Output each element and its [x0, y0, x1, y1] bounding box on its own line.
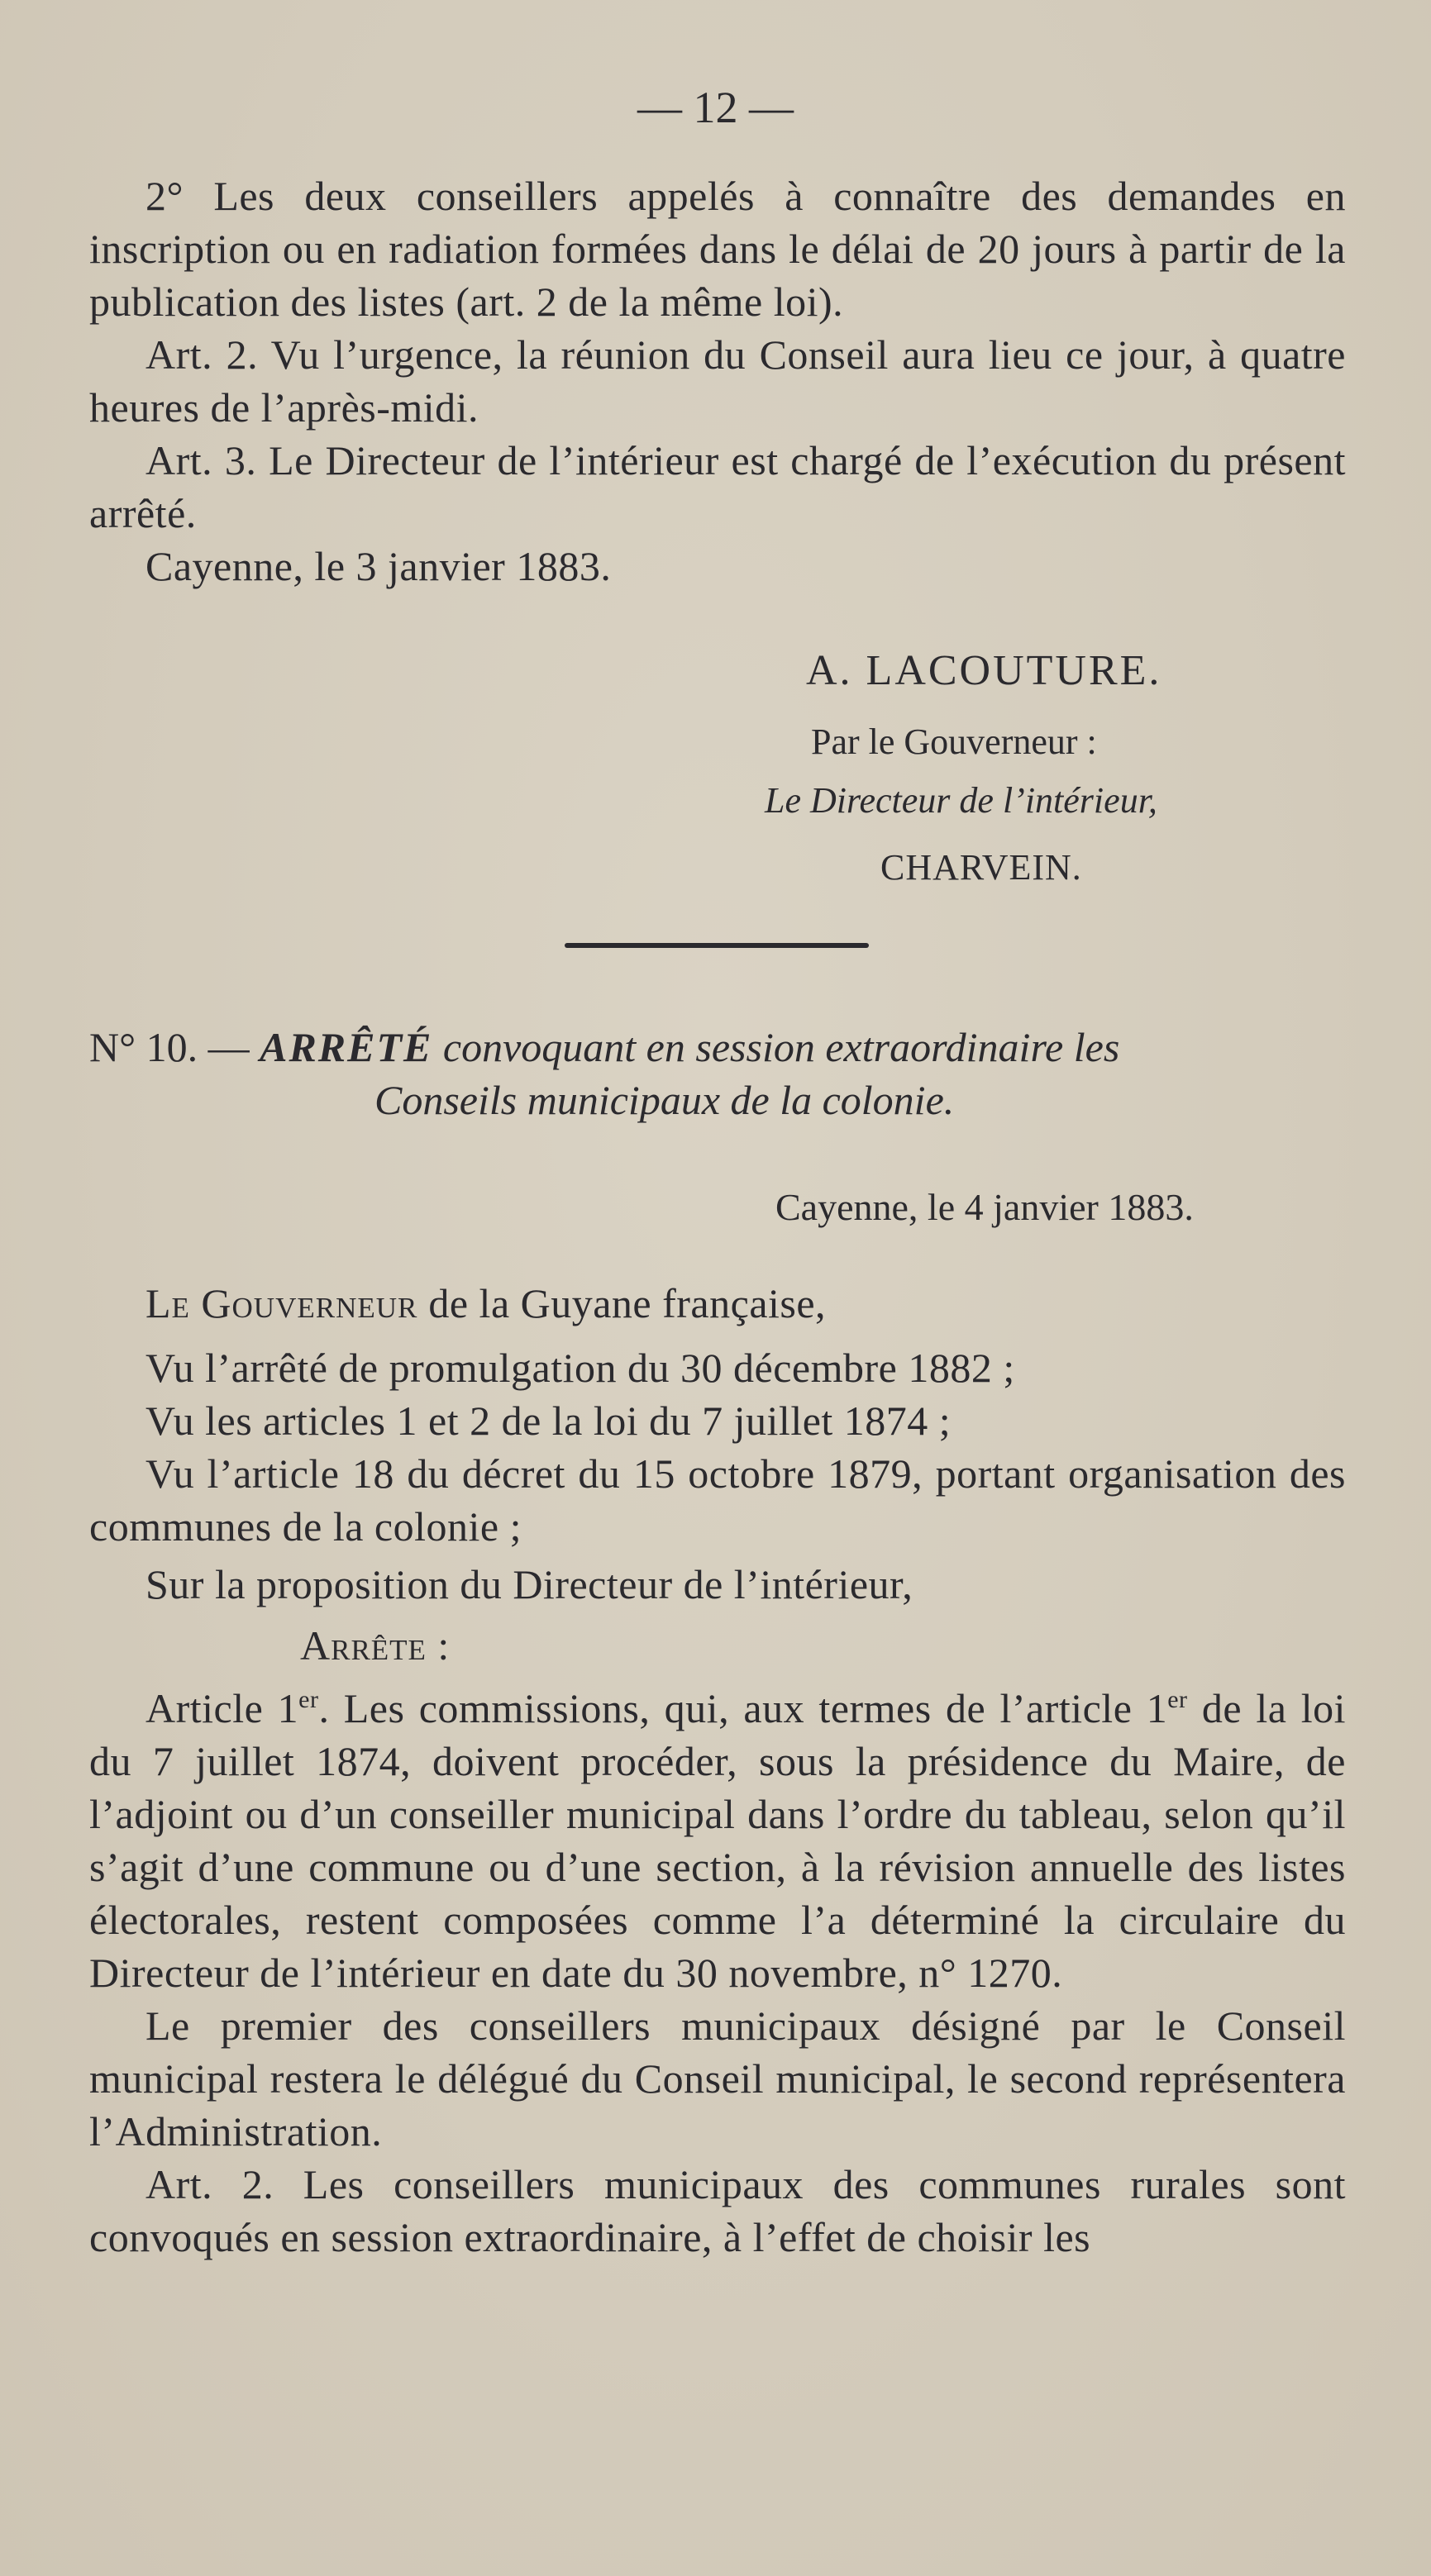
signature-name: A. LACOUTURE.: [806, 647, 1162, 694]
gouverneur-rest: de la Guyane française,: [417, 1280, 827, 1326]
heading-line-2: Conseils municipaux de la colonie.: [374, 1077, 955, 1123]
dateline: Cayenne, le 4 janvier 1883.: [775, 1186, 1194, 1228]
article-1-sup: er: [298, 1686, 319, 1713]
signature-signer: CHARVEIN.: [880, 847, 1082, 888]
article-1: [89, 1682, 1346, 1999]
paragraph-conseillers: 2° Les deux conseillers appelés à connaître des demandes en inscription ou en radiation formées dans le délai de 20 jours à partir de la publication des listes (art. 2 de la même loi).: [89, 173, 1346, 325]
article-2: Art. 2. Les conseillers municipaux des communes rurales sont convoqués en session extraordinaire, à l’effet de choisir les: [89, 2161, 1346, 2260]
page-number: — 12 —: [637, 83, 794, 132]
decree-number: N° 10.: [89, 1024, 198, 1070]
paragraph-premier: Le premier des conseillers municipaux désigné par le Conseil municipal restera le délégué du Conseil municipal, le second représentera l’Administration.: [89, 2002, 1346, 2155]
vu-decret: Vu l’article 18 du décret du 15 octobre 1879, portant organisation des communes de la colonie ;: [89, 1450, 1346, 1550]
decree-body: [89, 1277, 1346, 2264]
arrete-label: Arrête :: [300, 1622, 451, 1669]
heading-rest: convoquant en session extraordinaire les: [442, 1024, 1120, 1070]
heading-dash: —: [207, 1024, 250, 1070]
article-1-label: Article 1: [145, 1685, 299, 1731]
section-divider: [565, 943, 869, 948]
top-text-block: [89, 169, 1346, 593]
article-1-text-a: . Les commissions, qui, aux termes de l’article 1: [318, 1685, 1168, 1731]
sur-proposition: Sur la proposition du Directeur de l’intérieur,: [145, 1561, 913, 1607]
decree-title: ARRÊTÉ: [260, 1024, 433, 1070]
paragraph-art-3: Art. 3. Le Directeur de l’intérieur est chargé de l’exécution du présent arrêté.: [89, 437, 1346, 536]
signature-by: Par le Gouverneur :: [811, 721, 1097, 762]
decree-heading: [89, 1021, 1346, 1126]
article-1-text-b: de la loi du 7 juillet 1874, doivent procéder, sous la présidence du Maire, de l’adjoint ou d’un conseiller municipal dans l’ordre du tableau, selon qu’il s’agit d’une commune ou d’une section, à la révision annuelle des listes électorales, restent composées comme l’a déterminé la circulaire du Directeur de l’intérieur en date du 30 novembre, n° 1270.: [89, 1685, 1346, 1996]
gouverneur-line: [89, 1277, 1346, 1330]
vu-promulgation: Vu l’arrêté de promulgation du 30 décembre 1882 ;: [145, 1345, 1015, 1391]
vu-articles: Vu les articles 1 et 2 de la loi du 7 juillet 1874 ;: [145, 1398, 952, 1444]
gouverneur-label: Le Gouverneur: [145, 1280, 418, 1326]
article-1-sup-2: er: [1167, 1686, 1188, 1713]
date-line-1: Cayenne, le 3 janvier 1883.: [145, 543, 612, 589]
signature-role: Le Directeur de l’intérieur,: [765, 780, 1157, 821]
heading-line-1: [89, 1021, 1346, 1074]
paragraph-art-2: Art. 2. Vu l’urgence, la réunion du Conseil aura lieu ce jour, à quatre heures de l’après-midi.: [89, 331, 1346, 431]
